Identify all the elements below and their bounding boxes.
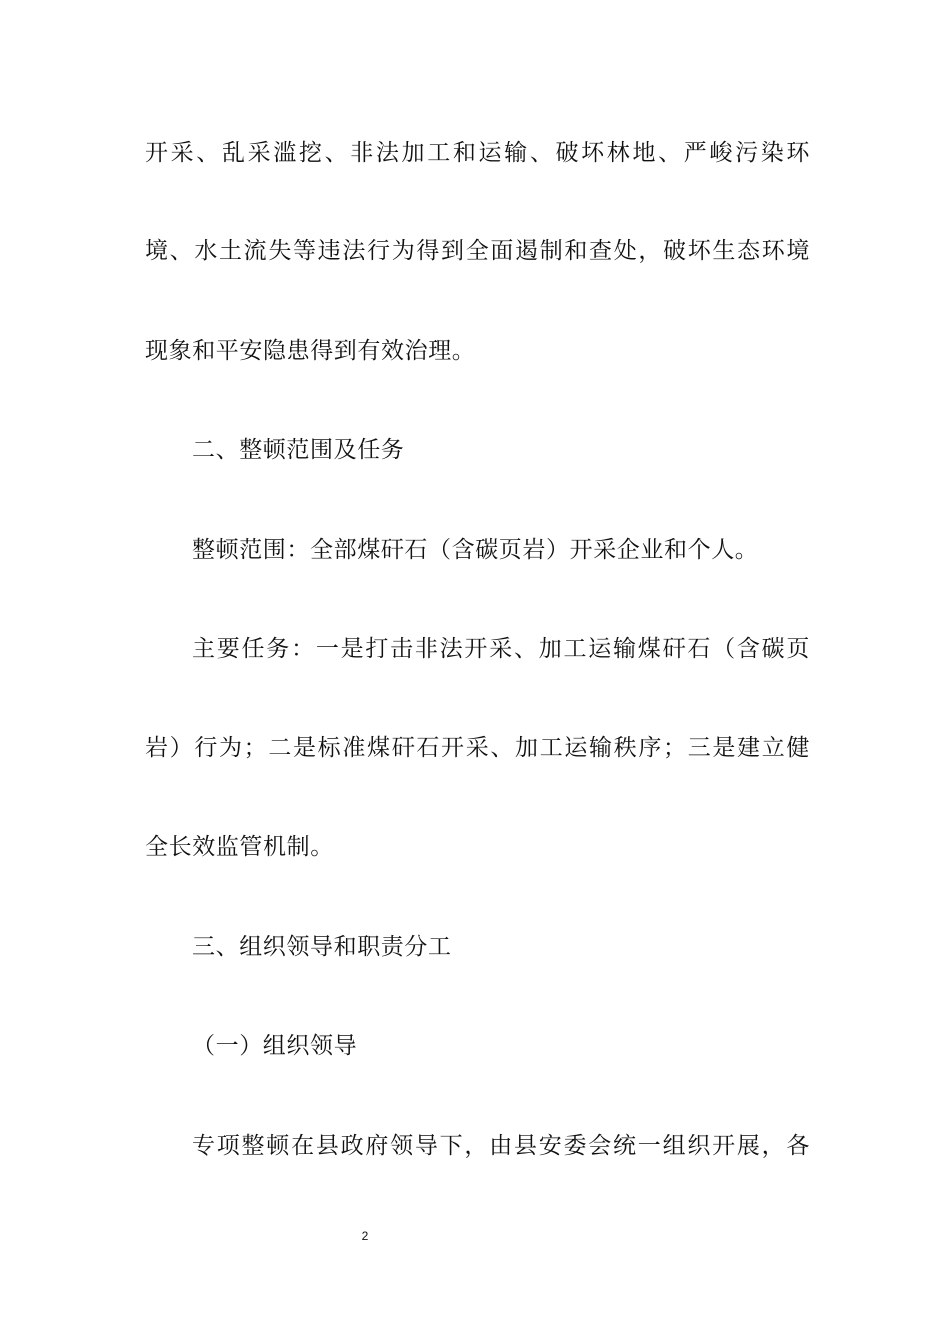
body-text-line: 岩）行为；二是标准煤矸石开采、加工运输秩序；三是建立健 — [145, 735, 810, 761]
body-text-line: 现象和平安隐患得到有效治理。 — [145, 338, 476, 364]
body-text-line: 整顿范围：全部煤矸石（含碳页岩）开采企业和个人。 — [192, 537, 759, 563]
subsection-heading: （一）组织领导 — [192, 1033, 358, 1059]
page-number: 2 — [361, 1229, 369, 1243]
body-text-line: 开采、乱采滥挖、非法加工和运输、破坏林地、严峻污染环 — [145, 140, 810, 166]
body-text-line: 主要任务：一是打击非法开采、加工运输煤矸石（含碳页 — [192, 636, 810, 662]
section-heading: 二、整顿范围及任务 — [192, 437, 405, 463]
body-text-line: 境、水土流失等违法行为得到全面遏制和查处，破坏生态环境 — [145, 238, 810, 264]
section-heading: 三、组织领导和职责分工 — [192, 934, 452, 960]
body-text-line: 专项整顿在县政府领导下，由县安委会统一组织开展，各 — [192, 1133, 810, 1159]
body-text-line: 全长效监管机制。 — [145, 834, 334, 860]
